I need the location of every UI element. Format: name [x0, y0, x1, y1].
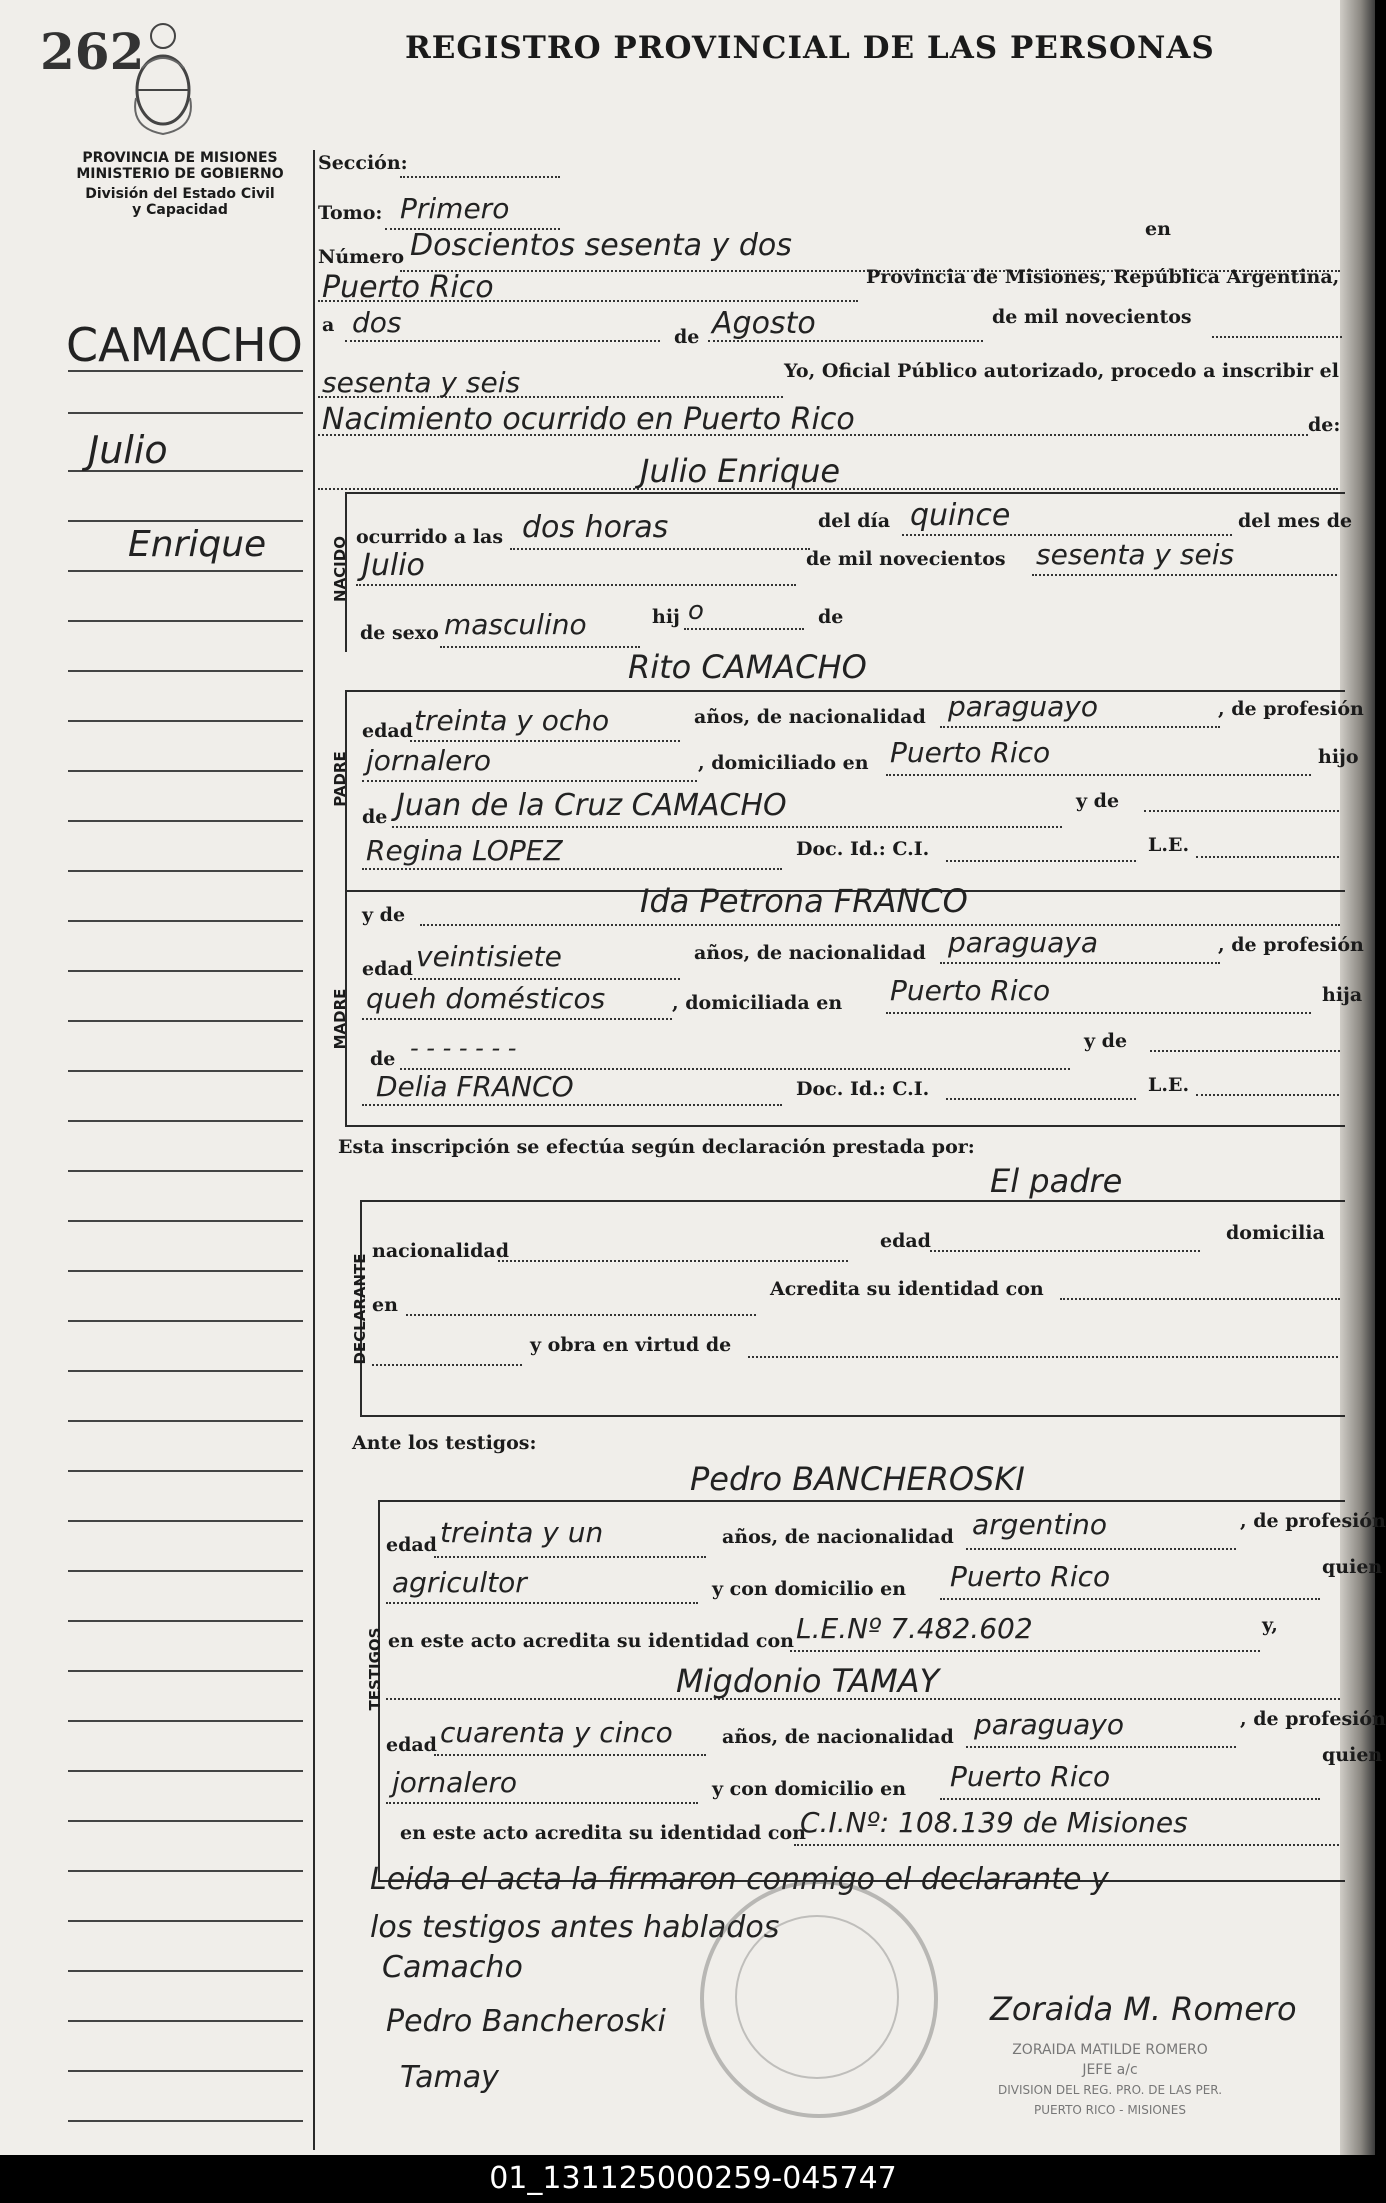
anio-head-line — [1212, 336, 1342, 338]
label-del-mes: del mes de — [1238, 510, 1353, 532]
label-numero: Número — [318, 246, 405, 268]
value-anio-nac: sesenta y seis — [1036, 538, 1235, 571]
label-obra-en-virtud: y obra en virtud de — [530, 1334, 732, 1356]
t1-doc-line — [790, 1650, 1260, 1652]
value-horas: dos horas — [522, 510, 669, 545]
label-t2-profesion: , de profesión — [1240, 1708, 1386, 1730]
label-t1-acredita: en este acto acredita su identidad con — [388, 1630, 794, 1652]
madre-nombre-line — [420, 924, 1340, 926]
seccion-line — [400, 176, 560, 178]
margin-line — [68, 1070, 303, 1072]
label-seccion: Sección: — [318, 152, 408, 174]
label-madre-y-de-2: y de — [1084, 1030, 1128, 1052]
value-padre-domicilio: Puerto Rico — [890, 736, 1051, 769]
t1-nacionalidad-line — [966, 1548, 1236, 1550]
obra-line — [748, 1356, 1338, 1358]
margin-line — [68, 1420, 303, 1422]
label-t2-nacionalidad: años, de nacionalidad — [722, 1726, 954, 1748]
value-anio: sesenta y seis — [322, 366, 521, 399]
value-dia-nac: quince — [910, 498, 1011, 533]
padre-nacionalidad-line — [940, 726, 1220, 728]
margin-line — [68, 1120, 303, 1122]
value-t1-domicilio: Puerto Rico — [950, 1560, 1111, 1593]
margin-line — [68, 1920, 303, 1922]
label-a: a — [322, 314, 335, 336]
declarante-en-line — [406, 1314, 756, 1316]
section-rule — [378, 1500, 1345, 1502]
value-dia: dos — [352, 306, 402, 339]
label-t1-profesion: , de profesión — [1240, 1510, 1386, 1532]
authority-line-4: y Capacidad — [132, 202, 228, 218]
signature-tamay: Tamay — [400, 2060, 499, 2095]
side-label-declarante: DECLARANTE — [351, 1253, 369, 1365]
value-tomo: Primero — [400, 192, 510, 225]
side-label-padre: PADRE — [331, 751, 349, 807]
section-rule — [345, 1125, 1345, 1127]
label-t1-quien: quien — [1322, 1556, 1383, 1578]
label-padre-profesion: , de profesión — [1218, 698, 1364, 720]
t2-domicilio-line — [940, 1798, 1320, 1800]
signature-bancheroski: Pedro Bancheroski — [386, 2004, 666, 2039]
round-seal-inner-icon — [735, 1915, 899, 2079]
value-madre-edad: veintisiete — [416, 940, 562, 973]
authority-line-3: División del Estado Civil — [85, 186, 275, 202]
issuing-authority — [60, 150, 300, 218]
t2-nacionalidad-line — [966, 1746, 1236, 1748]
side-label-madre: MADRE — [331, 988, 349, 1050]
value-madre-padre: - - - - - - - — [410, 1034, 517, 1062]
value-mes-nac: Julio — [362, 548, 425, 583]
value-nombre: Julio Enrique — [640, 452, 841, 490]
label-en: en — [1145, 218, 1171, 240]
label-hijo: hijo — [1318, 746, 1359, 768]
margin-line — [68, 1520, 303, 1522]
label-t2-domicilio: y con domicilio en — [712, 1778, 907, 1800]
mes-nac-line — [356, 584, 796, 586]
label-provincia: Provincia de Misiones, República Argentina, — [866, 266, 1340, 288]
scan-id-footer: 01_131125000259-045747 — [0, 2155, 1386, 2203]
dia-line — [345, 340, 660, 342]
label-de-padres: de — [818, 606, 844, 628]
value-t2-doc: C.I.Nº: 108.139 de Misiones — [800, 1806, 1188, 1839]
label-declarante-edad: edad — [880, 1230, 931, 1252]
value-madre-madre: Delia FRANCO — [376, 1070, 574, 1103]
margin-line — [68, 2120, 303, 2122]
value-sexo: masculino — [444, 608, 587, 641]
value-lugar: Puerto Rico — [322, 270, 494, 305]
signature-camacho: Camacho — [382, 1950, 523, 1985]
margin-name-2: Enrique — [128, 524, 267, 565]
value-padre-madre: Regina LOPEZ — [366, 834, 563, 867]
horas-line — [510, 548, 810, 550]
stamp-line-2: JEFE a/c — [1082, 2062, 1138, 2078]
anio-nac-line — [1032, 574, 1337, 576]
margin-line — [68, 2020, 303, 2022]
value-numero: Doscientos sesenta y dos — [410, 228, 792, 263]
value-madre-profesion: queh domésticos — [366, 982, 606, 1015]
label-madre-domiciliada: , domiciliada en — [672, 992, 843, 1014]
value-nacimiento: Nacimiento ocurrido en Puerto Rico — [322, 402, 855, 437]
margin-line — [68, 1020, 303, 1022]
label-madre-y-de: y de — [362, 904, 406, 926]
margin-line — [68, 570, 303, 572]
value-t1-edad: treinta y un — [440, 1516, 604, 1549]
margin-line — [68, 1470, 303, 1472]
t2-doc-line — [794, 1844, 1339, 1846]
side-label-nacido: NACIDO — [331, 536, 349, 602]
book-spine — [1340, 0, 1375, 2155]
margin-line — [68, 1270, 303, 1272]
margin-line — [68, 1770, 303, 1772]
margin-line — [68, 720, 303, 722]
label-padre-nacionalidad: años, de nacionalidad — [694, 706, 926, 728]
madre-profesion-line — [362, 1018, 672, 1020]
section-rule — [360, 1415, 1345, 1417]
label-yo-oficial: Yo, Oficial Público autorizado, procedo a inscribir el — [784, 360, 1339, 382]
label-madre-de: de — [370, 1048, 396, 1070]
label-ocurrido: ocurrido a las — [356, 526, 504, 548]
padre-madre-line — [362, 868, 782, 870]
value-mes: Agosto — [712, 306, 816, 341]
value-t2-domicilio: Puerto Rico — [950, 1760, 1111, 1793]
margin-line — [68, 920, 303, 922]
value-padre-profesion: jornalero — [366, 744, 491, 777]
label-madre-le: L.E. — [1148, 1074, 1190, 1096]
value-madre-domicilio: Puerto Rico — [890, 974, 1051, 1007]
t1-profesion-line — [386, 1602, 698, 1604]
label-padre-le: L.E. — [1148, 834, 1190, 856]
label-hij: hij — [652, 606, 680, 628]
padre-edad-line — [410, 740, 680, 742]
closing-line-2: los testigos antes hablados — [370, 1910, 780, 1945]
value-t2-edad: cuarenta y cinco — [440, 1716, 673, 1749]
declarante-nacionalidad-line — [498, 1260, 848, 1262]
page-number: 262 — [40, 22, 145, 81]
label-mil-novecientos: de mil novecientos — [992, 306, 1192, 328]
label-padre-y-de: y de — [1076, 790, 1120, 812]
label-padre-doc: Doc. Id.: C.I. — [796, 838, 930, 860]
label-t1-y: y, — [1262, 1614, 1278, 1636]
madre-domicilio-line — [886, 1012, 1311, 1014]
value-t1-profesion: agricultor — [392, 1566, 527, 1599]
label-madre-nacionalidad: años, de nacionalidad — [694, 942, 926, 964]
closing-line-1: Leida el acta la firmaron conmigo el declarante y — [370, 1862, 1109, 1897]
margin-line — [68, 1170, 303, 1172]
margin-line — [68, 1720, 303, 1722]
label-t2-acredita: en este acto acredita su identidad con — [400, 1822, 806, 1844]
margin-line — [68, 1970, 303, 1972]
section-rule — [360, 1200, 1345, 1202]
margin-line — [68, 620, 303, 622]
padre-profesion-line — [362, 780, 697, 782]
value-t1-doc: L.E.Nº 7.482.602 — [796, 1612, 1033, 1645]
padre-domicilio-line — [886, 774, 1311, 776]
label-inscripcion: Esta inscripción se efectúa según declaración prestada por: — [338, 1136, 975, 1158]
margin-line — [68, 1820, 303, 1822]
margin-line — [68, 520, 303, 522]
label-de-colon: de: — [1308, 414, 1341, 436]
madre-madre-line — [362, 1104, 782, 1106]
padre-padre-line — [392, 826, 1062, 828]
padre-y-de-line — [1144, 810, 1339, 812]
declarante-edad-line — [930, 1250, 1200, 1252]
value-padre-padre: Juan de la Cruz CAMACHO — [396, 788, 787, 823]
label-del-dia: del día — [818, 510, 891, 532]
margin-line — [68, 1570, 303, 1572]
label-declarante-nacionalidad: nacionalidad — [372, 1240, 510, 1262]
value-declarante: El padre — [990, 1162, 1123, 1200]
value-testigo2: Migdonio TAMAY — [676, 1662, 940, 1700]
section-rule — [345, 690, 1345, 692]
label-sexo: de sexo — [360, 622, 439, 644]
coat-of-arms-icon — [128, 18, 198, 138]
t1-domicilio-line — [940, 1598, 1320, 1600]
label-madre-doc: Doc. Id.: C.I. — [796, 1078, 930, 1100]
margin-surname: CAMACHO — [66, 318, 303, 372]
label-declarante-en: en — [372, 1294, 398, 1316]
madre-nacionalidad-line — [940, 962, 1220, 964]
section-rule — [345, 492, 1345, 494]
t2-profesion-line — [386, 1802, 698, 1804]
value-madre-nacionalidad: paraguaya — [948, 926, 1099, 959]
authority-line-2: MINISTERIO DE GOBIERNO — [76, 166, 284, 182]
signature-oficial: Zoraida M. Romero — [990, 1990, 1297, 2028]
margin-line — [68, 1620, 303, 1622]
value-testigo1: Pedro BANCHEROSKI — [690, 1460, 1025, 1498]
value-hij: o — [688, 596, 704, 626]
label-t2-quien: quien — [1322, 1744, 1383, 1766]
padre-le-line — [1196, 856, 1339, 858]
label-de-mes: de — [674, 326, 700, 348]
margin-line — [68, 2070, 303, 2072]
margin-line — [68, 970, 303, 972]
label-t1-domicilio: y con domicilio en — [712, 1578, 907, 1600]
margin-name-1: Julio — [88, 428, 168, 472]
madre-y-de-line — [1150, 1050, 1340, 1052]
label-t2-edad: edad — [386, 1734, 437, 1756]
margin-line — [68, 670, 303, 672]
sexo-line — [440, 646, 640, 648]
label-madre-edad: edad — [362, 958, 413, 980]
madre-doc-line — [946, 1098, 1136, 1100]
value-padre-edad: treinta y ocho — [414, 704, 610, 737]
value-madre-nombre: Ida Petrona FRANCO — [640, 882, 968, 920]
label-mil-novecientos-nac: de mil novecientos — [806, 548, 1006, 570]
stamp-line-1: ZORAIDA MATILDE ROMERO — [1012, 2042, 1208, 2058]
label-t1-edad: edad — [386, 1534, 437, 1556]
margin-line — [68, 870, 303, 872]
value-padre-nacionalidad: paraguayo — [948, 690, 1098, 723]
dia-nac-line — [902, 534, 1232, 536]
value-padre-nombre: Rito CAMACHO — [628, 648, 867, 686]
value-t2-nacionalidad: paraguayo — [974, 1708, 1124, 1741]
obra-pre-line — [372, 1364, 522, 1366]
madre-le-line — [1196, 1094, 1339, 1096]
value-t2-profesion: jornalero — [392, 1766, 517, 1799]
label-padre-domiciliado: , domiciliado en — [698, 752, 869, 774]
margin-line — [68, 1370, 303, 1372]
label-hija: hija — [1322, 984, 1363, 1006]
document-title: REGISTRO PROVINCIAL DE LAS PERSONAS — [405, 30, 1215, 66]
margin-line — [68, 412, 303, 414]
madre-edad-line — [410, 978, 680, 980]
value-t1-nacionalidad: argentino — [972, 1508, 1108, 1541]
margin-line — [68, 1320, 303, 1322]
form-left-border — [313, 150, 315, 2150]
t1-edad-line — [434, 1556, 706, 1558]
margin-line — [68, 820, 303, 822]
stamp-line-3: DIVISION DEL REG. PRO. DE LAS PER. — [997, 2083, 1223, 2097]
acredita-line — [1060, 1298, 1340, 1300]
label-madre-profesion: , de profesión — [1218, 934, 1364, 956]
side-label-testigos: TESTIGOS — [366, 1627, 384, 1711]
t2-edad-line — [434, 1754, 706, 1756]
margin-line — [68, 770, 303, 772]
margin-line — [68, 1670, 303, 1672]
label-tomo: Tomo: — [318, 202, 383, 224]
margin-line — [68, 1870, 303, 1872]
stamp-line-4: PUERTO RICO - MISIONES — [1034, 2103, 1186, 2117]
label-padre-de: de — [362, 806, 388, 828]
official-stamp — [920, 2040, 1300, 2120]
label-acredita: Acredita su identidad con — [770, 1278, 1044, 1300]
authority-line-1: PROVINCIA DE MISIONES — [82, 150, 278, 166]
margin-line — [68, 1220, 303, 1222]
label-t1-nacionalidad: años, de nacionalidad — [722, 1526, 954, 1548]
label-padre-edad: edad — [362, 720, 413, 742]
padre-doc-line — [946, 860, 1136, 862]
hij-line — [684, 628, 804, 630]
label-ante-testigos: Ante los testigos: — [352, 1432, 537, 1454]
label-domicilia: domicilia — [1226, 1222, 1325, 1244]
